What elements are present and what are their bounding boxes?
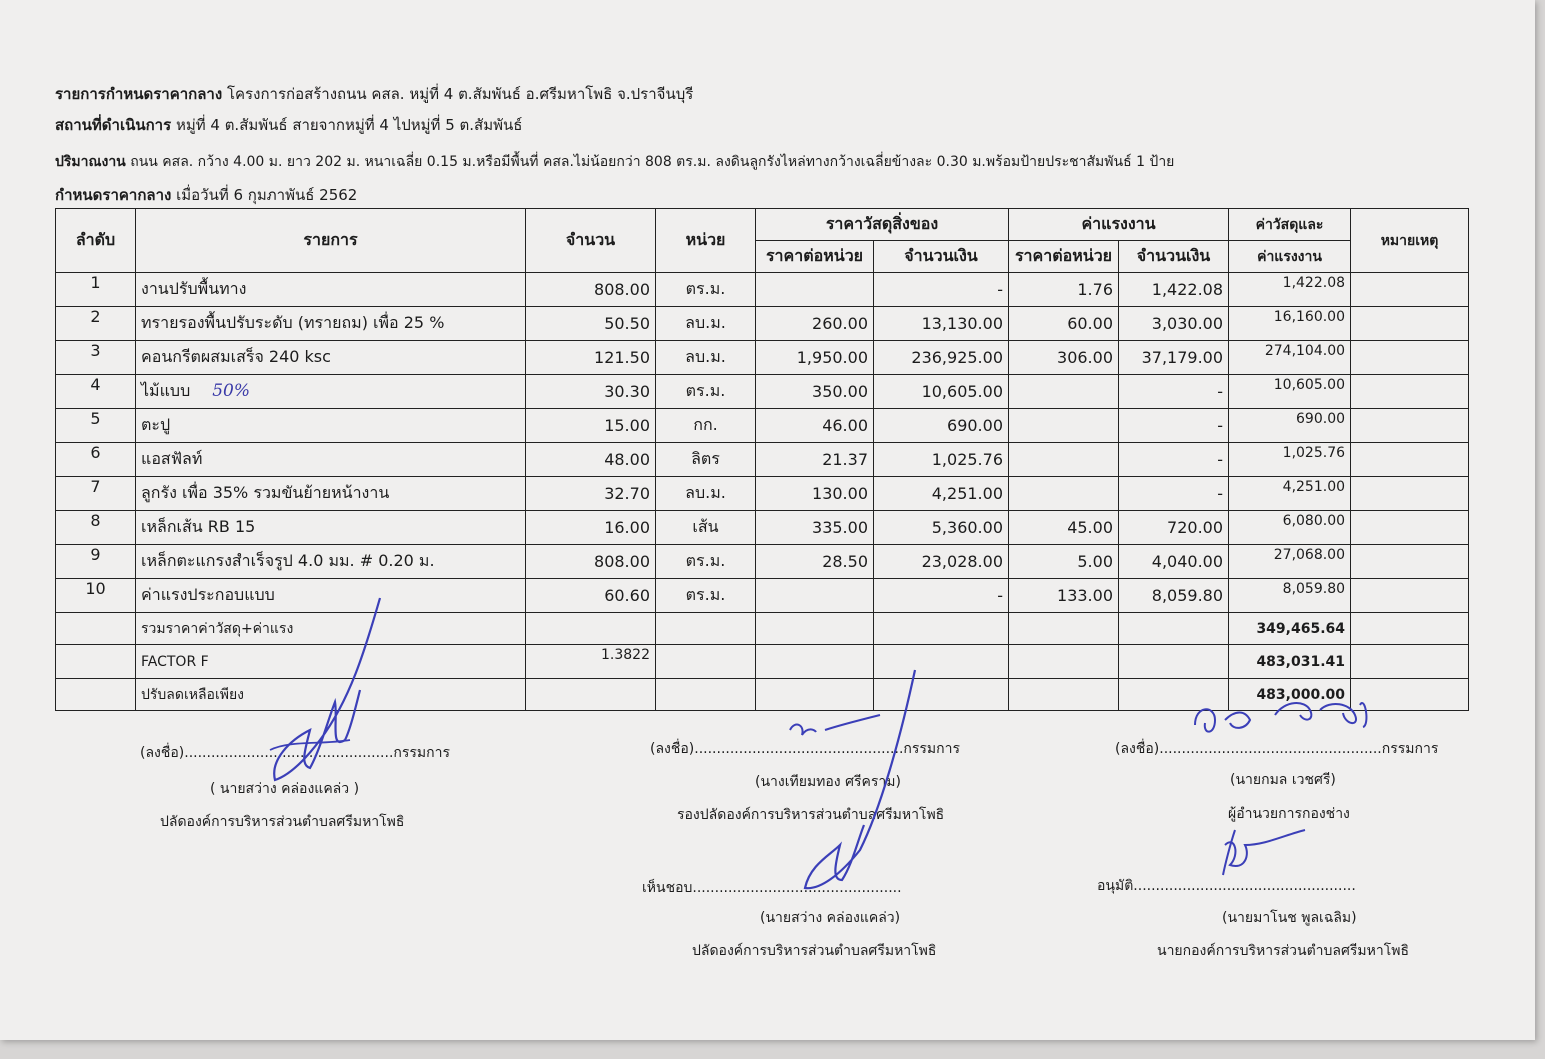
table-row — [56, 511, 1469, 545]
table-row — [56, 307, 1469, 341]
signature-ink-3 — [1185, 695, 1385, 895]
row-unit: เส้น — [656, 511, 756, 545]
row-item: เหล็กตะแกรงสำเร็จรูป 4.0 มม. # 0.20 ม. — [136, 545, 526, 579]
row-remark — [1351, 477, 1469, 511]
row-material-price: 28.50 — [756, 545, 874, 579]
row-labor-amount: 4,040.00 — [1119, 545, 1229, 579]
table-row — [56, 375, 1469, 409]
table-row — [56, 273, 1469, 307]
signature-line-1: (ลงชื่อ)...............................................กรรมการ — [140, 745, 451, 761]
col-header-total-bottom: ค่าแรงงาน — [1229, 241, 1351, 273]
header-line-date: กำหนดราคากลาง เมื่อวันที่ 6 กุมภาพันธ์ 2562 — [55, 186, 358, 204]
row-remark — [1351, 273, 1469, 307]
table-row — [56, 545, 1469, 579]
row-item: เหล็กเส้น RB 15 — [136, 511, 526, 545]
row-remark — [1351, 375, 1469, 409]
agree-name: (นายสว่าง คล่องแคล่ว) — [760, 910, 901, 926]
row-unit: ลิตร — [656, 443, 756, 477]
col-header-qty: จำนวน — [526, 209, 656, 273]
row-item: ค่าแรงประกอบแบบ — [136, 579, 526, 613]
col-header-item: รายการ — [136, 209, 526, 273]
handwritten-note: 50% — [212, 381, 251, 401]
col-header-labor-unit-price: ราคาต่อหน่วย — [1009, 241, 1119, 273]
row-unit: ตร.ม. — [656, 545, 756, 579]
row-total: 1,025.76 — [1229, 443, 1351, 477]
agree-title: ปลัดองค์การบริหารส่วนตำบลศรีมหาโพธิ — [692, 943, 937, 959]
row-material-amount: 5,360.00 — [874, 511, 1009, 545]
row-no: 5 — [56, 409, 136, 443]
row-no: 4 — [56, 375, 136, 409]
row-labor-amount: 720.00 — [1119, 511, 1229, 545]
row-total: 690.00 — [1229, 409, 1351, 443]
header-line-location: สถานที่ดำเนินการ หมู่ที่ 4 ต.สัมพันธ์ สายจากหมู่ที่ 4 ไปหมู่ที่ 5 ต.สัมพันธ์ — [55, 116, 523, 134]
row-material-price: 130.00 — [756, 477, 874, 511]
table-row — [56, 477, 1469, 511]
row-remark — [1351, 511, 1469, 545]
row-item: ไม้แบบ 50% — [136, 375, 526, 409]
row-remark — [1351, 307, 1469, 341]
row-total: 16,160.00 — [1229, 307, 1351, 341]
row-unit: ตร.ม. — [656, 375, 756, 409]
row-total: 274,104.00 — [1229, 341, 1351, 375]
factor-label: FACTOR F — [136, 645, 526, 679]
row-unit: กก. — [656, 409, 756, 443]
col-header-material-unit-price: ราคาต่อหน่วย — [756, 241, 874, 273]
row-labor-price: 133.00 — [1009, 579, 1119, 613]
row-total: 4,251.00 — [1229, 477, 1351, 511]
table-row — [56, 341, 1469, 375]
row-labor-price — [1009, 477, 1119, 511]
col-header-no: ลำดับ — [56, 209, 136, 273]
signature-line-3: (ลงชื่อ)..................................................กรรมการ — [1115, 741, 1439, 757]
row-no: 3 — [56, 341, 136, 375]
row-labor-price — [1009, 409, 1119, 443]
sum-total: 349,465.64 — [1229, 613, 1351, 645]
table-row — [56, 409, 1469, 443]
row-qty: 15.00 — [526, 409, 656, 443]
signer-title-1: ปลัดองค์การบริหารส่วนตำบลศรีมหาโพธิ — [160, 814, 405, 830]
row-material-amount: 4,251.00 — [874, 477, 1009, 511]
row-item: ทรายรองพื้นปรับระดับ (ทรายถม) เพื่อ 25 % — [136, 307, 526, 341]
row-material-price — [756, 273, 874, 307]
row-labor-amount: 3,030.00 — [1119, 307, 1229, 341]
row-no: 9 — [56, 545, 136, 579]
row-qty: 808.00 — [526, 273, 656, 307]
row-labor-price: 1.76 — [1009, 273, 1119, 307]
row-labor-amount: - — [1119, 409, 1229, 443]
row-labor-price: 5.00 — [1009, 545, 1119, 579]
col-header-labor-amount: จำนวนเงิน — [1119, 241, 1229, 273]
signer-name-3: (นายกมล เวชศรี) — [1230, 772, 1336, 788]
row-labor-price: 306.00 — [1009, 341, 1119, 375]
row-qty: 48.00 — [526, 443, 656, 477]
col-header-total-top: ค่าวัสดุและ — [1229, 209, 1351, 241]
row-remark — [1351, 341, 1469, 375]
row-no: 10 — [56, 579, 136, 613]
row-material-price: 260.00 — [756, 307, 874, 341]
agree-line: เห็นชอบ............................................... — [642, 880, 902, 896]
row-labor-amount: - — [1119, 443, 1229, 477]
approve-title: นายกองค์การบริหารส่วนตำบลศรีมหาโพธิ — [1157, 943, 1410, 959]
row-material-amount: 1,025.76 — [874, 443, 1009, 477]
col-header-labor: ค่าแรงงาน — [1009, 209, 1229, 241]
header-line-quantity: ปริมาณงาน ถนน คสล. กว้าง 4.00 ม. ยาว 202 ม. หนาเฉลี่ย 0.15 ม.หรือมีพื้นที่ คสล.ไม่น้อยกว่า 808 ตร.ม. ลงดินลูกรังไหล่ทางกว้างเฉลี่ยข้างละ 0.30 ม.พร้อมป้ายประชาสัมพันธ์ 1 ป้าย — [55, 154, 1175, 170]
row-labor-price — [1009, 375, 1119, 409]
row-unit: ลบ.ม. — [656, 307, 756, 341]
col-header-material-amount: จำนวนเงิน — [874, 241, 1009, 273]
table-row — [56, 443, 1469, 477]
row-qty: 60.60 — [526, 579, 656, 613]
signer-name-1: ( นายสว่าง คล่องแคล่ว ) — [210, 781, 360, 797]
row-no: 8 — [56, 511, 136, 545]
row-remark — [1351, 545, 1469, 579]
row-material-price: 335.00 — [756, 511, 874, 545]
row-no: 6 — [56, 443, 136, 477]
row-labor-amount: - — [1119, 477, 1229, 511]
row-remark — [1351, 443, 1469, 477]
factor-total: 483,031.41 — [1229, 645, 1351, 679]
row-labor-amount: 1,422.08 — [1119, 273, 1229, 307]
row-labor-amount: 37,179.00 — [1119, 341, 1229, 375]
signer-name-2: (นางเทียมทอง ศรีคราม) — [755, 774, 901, 790]
row-material-amount: 13,130.00 — [874, 307, 1009, 341]
signer-title-2: รองปลัดองค์การบริหารส่วนตำบลศรีมหาโพธิ — [677, 807, 945, 823]
row-total: 27,068.00 — [1229, 545, 1351, 579]
approve-name: (นายมาโนช พูลเฉลิม) — [1222, 910, 1357, 926]
row-labor-price: 60.00 — [1009, 307, 1119, 341]
factor-value: 1.3822 — [526, 645, 656, 679]
row-material-amount: - — [874, 579, 1009, 613]
col-header-material: ราคาวัสดุสิ่งของ — [756, 209, 1009, 241]
row-total: 10,605.00 — [1229, 375, 1351, 409]
row-material-amount: 690.00 — [874, 409, 1009, 443]
row-item: งานปรับพื้นทาง — [136, 273, 526, 307]
row-unit: ตร.ม. — [656, 273, 756, 307]
row-qty: 121.50 — [526, 341, 656, 375]
row-material-amount: 23,028.00 — [874, 545, 1009, 579]
signature-ink-1 — [250, 590, 410, 810]
signer-title-3: ผู้อำนวยการกองช่าง — [1228, 806, 1350, 822]
row-material-price: 1,950.00 — [756, 341, 874, 375]
row-material-price: 46.00 — [756, 409, 874, 443]
row-qty: 30.30 — [526, 375, 656, 409]
row-qty: 32.70 — [526, 477, 656, 511]
row-total: 1,422.08 — [1229, 273, 1351, 307]
row-material-price: 350.00 — [756, 375, 874, 409]
row-unit: ลบ.ม. — [656, 341, 756, 375]
row-total: 8,059.80 — [1229, 579, 1351, 613]
row-qty: 50.50 — [526, 307, 656, 341]
row-labor-price — [1009, 443, 1119, 477]
row-item: คอนกรีตผสมเสร็จ 240 ksc — [136, 341, 526, 375]
row-material-price: 21.37 — [756, 443, 874, 477]
row-labor-amount: - — [1119, 375, 1229, 409]
signature-line-2: (ลงชื่อ)...............................................กรรมการ — [650, 741, 961, 757]
signature-ink-2 — [780, 660, 930, 910]
col-header-unit: หน่วย — [656, 209, 756, 273]
row-no: 2 — [56, 307, 136, 341]
row-unit: ตร.ม. — [656, 579, 756, 613]
approve-line: อนุมัติ.................................................. — [1097, 878, 1356, 894]
row-no: 7 — [56, 477, 136, 511]
row-material-price — [756, 579, 874, 613]
row-labor-amount: 8,059.80 — [1119, 579, 1229, 613]
row-item: ลูกรัง เพื่อ 35% รวมขันย้ายหน้างาน — [136, 477, 526, 511]
row-total: 6,080.00 — [1229, 511, 1351, 545]
row-no: 1 — [56, 273, 136, 307]
row-material-amount: 10,605.00 — [874, 375, 1009, 409]
col-header-remark: หมายเหตุ — [1351, 209, 1469, 273]
round-label: ปรับลดเหลือเพียง — [136, 679, 526, 711]
sum-label: รวมราคาค่าวัสดุ+ค่าแรง — [136, 613, 526, 645]
row-item: ตะปู — [136, 409, 526, 443]
row-remark — [1351, 579, 1469, 613]
row-material-amount: 236,925.00 — [874, 341, 1009, 375]
row-unit: ลบ.ม. — [656, 477, 756, 511]
row-qty: 16.00 — [526, 511, 656, 545]
row-item: แอสฟัลท์ — [136, 443, 526, 477]
row-material-amount: - — [874, 273, 1009, 307]
row-remark — [1351, 409, 1469, 443]
header-line-project: รายการกำหนดราคากลาง โครงการก่อสร้างถนน คสล. หมู่ที่ 4 ต.สัมพันธ์ อ.ศรีมหาโพธิ จ.ปราจีนบุรี — [55, 85, 694, 103]
row-labor-price: 45.00 — [1009, 511, 1119, 545]
row-qty: 808.00 — [526, 545, 656, 579]
round-total: 483,000.00 — [1229, 679, 1351, 711]
